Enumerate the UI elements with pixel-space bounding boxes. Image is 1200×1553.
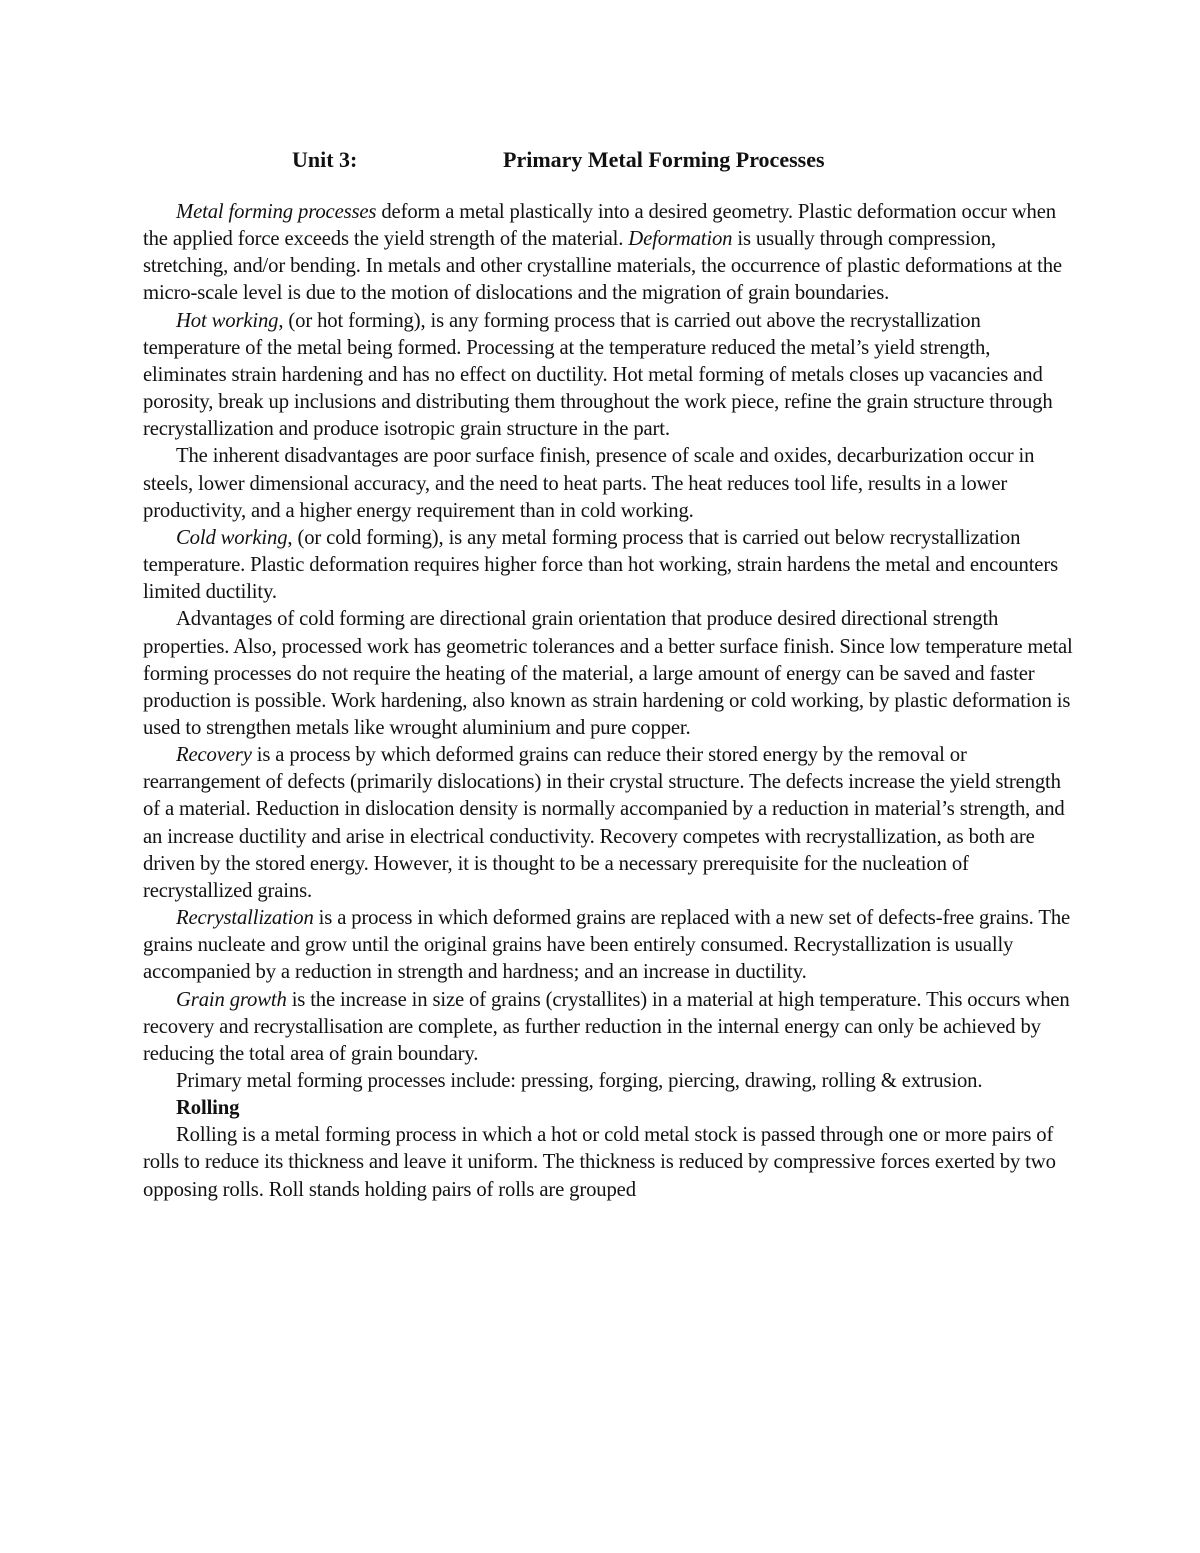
paragraph-text: is the increase in size of grains (crystallites) in a material at high temperature. This occurs when recovery and recrystallisation are complete, as further reduction in the internal energy can only be achieved by reducing the total area of grain boundary. [143,988,1070,1065]
paragraph-text: is a process by which deformed grains can reduce their stored energy by the removal or rearrangement of defects (primarily dislocations) in their crystal structure. The defects increase the yield strength of a material. Reduction in dislocation density is normally accompanied by a reduction in material’s strength, and an increase ductility and arise in electrical conductivity. Recovery competes with recrystallization, as both are driven by the stored energy. However, it is thought to be a necessary prerequisite for the nucleation of recrystallized grains. [143,744,1065,902]
term-cold-working: Cold working [176,526,288,549]
paragraph-hot-working [143,308,1073,444]
paragraph-metal-forming [143,199,1073,308]
paragraph-text: , (or hot forming), is any forming process that is carried out above the recrystallization temperature of the metal being formed. Processing at the temperature reduced the metal’s yield strength, eliminates strain hardening and has no effect on ductility. Hot metal forming of metals closes up vacancies and porosity, break up inclusions and distributing them throughout the work piece, refine the grain structure through recrystallization and produce isotropic grain structure in the part. [143,309,1053,441]
paragraph-text: The inherent disadvantages are poor surface finish, presence of scale and oxides, decarburization occur in steels, lower dimensional accuracy, and the need to heat parts. The heat reduces tool life, results in a lower productivity, and a higher energy requirement than in cold working. [143,445,1035,522]
term-deformation: Deformation [628,228,733,251]
paragraph-recovery [143,742,1073,905]
paragraph-primary-processes [143,1068,1073,1095]
page-title [0,143,1200,177]
paragraph-cold-working [143,525,1073,606]
paragraph-cold-forming-advantages [143,606,1073,742]
paragraph-text: Rolling is a metal forming process in which a hot or cold metal stock is passed through one or more pairs of rolls to reduce its thickness and leave it uniform. The thickness is reduced by compressive forces exerted by two opposing rolls. Roll stands holding pairs of rolls are grouped [143,1124,1056,1201]
paragraph-text: Advantages of cold forming are directional grain orientation that produce desired directional strength properties. Also, processed work has geometric tolerances and a better surface finish. Since low temperature metal forming processes do not require the heating of the material, a large amount of energy can be saved and faster production is possible. Work hardening, also known as strain hardening or cold working, by plastic deformation is used to strengthen metals like wrought aluminium and pure copper. [143,608,1073,739]
paragraph-grain-growth [143,987,1073,1068]
unit-number: Unit 3: [292,147,358,172]
term-metal-forming-processes: Metal forming processes [176,201,377,223]
paragraph-text: is a process in which deformed grains are replaced with a new set of defects-free grains. The grains nucleate and grow until the original grains have been entirely consumed. Recrystallization is usually accompanied by a reduction in strength and hardness; and an increase in ductility. [143,907,1071,984]
paragraph-text: , (or cold forming), is any metal forming process that is carried out below recrystallization temperature. Plastic deformation requires higher force than hot working, strain hardens the metal and encounters limited ductility. [143,526,1058,604]
term-recrystallization: Recrystallization [176,907,314,930]
term-hot-working: Hot working [176,309,279,332]
paragraph-text: deform a metal plastically into a desired geometry. Plastic deformation occur when the applied force exceeds the yield strength of the material. [143,201,1056,251]
paragraph-rolling [143,1122,1073,1203]
section-heading-rolling: Rolling [176,1097,240,1120]
paragraph-text: is usually through compression, stretching, and/or bending. In metals and other crystalline materials, the occurrence of plastic deformations at the micro-scale level is due to the motion of dislocations and the migration of grain boundaries. [143,228,1062,305]
paragraph-recrystallization [143,905,1073,986]
paragraph-text: Primary metal forming processes include: pressing, forging, piercing, drawing, rolling & extrusion. [176,1070,983,1092]
term-grain-growth: Grain growth [176,988,287,1011]
paragraph-hot-working-disadvantages [143,443,1073,524]
unit-topic: Primary Metal Forming Processes [503,147,825,172]
document-body [143,199,1073,1204]
term-recovery: Recovery [176,744,252,767]
